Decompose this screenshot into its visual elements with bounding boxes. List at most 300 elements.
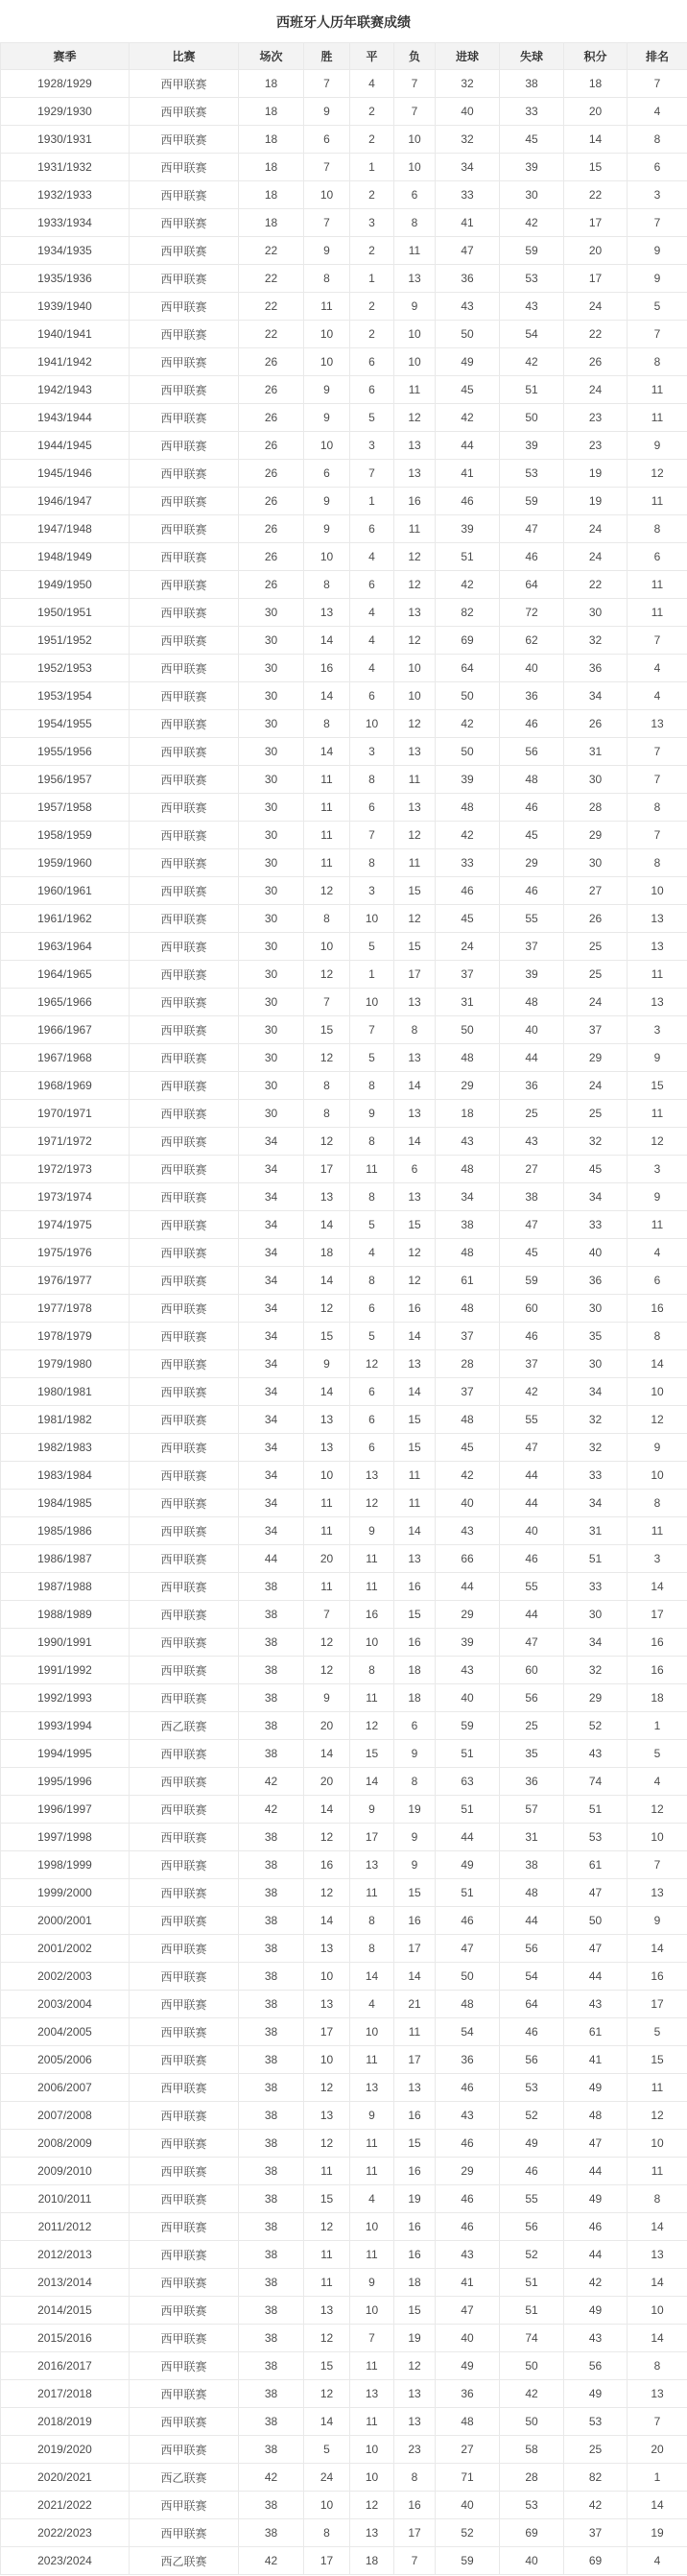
table-row: [1, 599, 687, 627]
cell-points: 30: [564, 1601, 628, 1629]
cell-losses: 12: [394, 627, 436, 655]
table-row: [1, 1378, 687, 1406]
cell-goals-against: 47: [500, 1434, 564, 1462]
cell-wins: 12: [304, 877, 350, 905]
cell-losses: 11: [394, 2018, 436, 2046]
cell-wins: 6: [304, 126, 350, 154]
cell-losses: 6: [394, 181, 436, 209]
cell-points: 51: [564, 1796, 628, 1824]
cell-matches: 38: [239, 1601, 304, 1629]
cell-matches: 18: [239, 98, 304, 126]
cell-season: 1949/1950: [1, 571, 130, 599]
cell-season: 1948/1949: [1, 543, 130, 571]
cell-rank: 12: [628, 1128, 687, 1156]
cell-draws: 8: [350, 1267, 394, 1295]
table-row: [1, 822, 687, 849]
cell-points: 17: [564, 265, 628, 293]
cell-points: 28: [564, 794, 628, 822]
cell-draws: 13: [350, 2380, 394, 2408]
cell-points: 24: [564, 515, 628, 543]
cell-rank: 13: [628, 905, 687, 933]
cell-wins: 12: [304, 2213, 350, 2241]
cell-wins: 13: [304, 1434, 350, 1462]
cell-season: 1977/1978: [1, 1295, 130, 1323]
cell-rank: 10: [628, 1462, 687, 1490]
cell-competition: 西甲联赛: [130, 126, 239, 154]
cell-draws: 16: [350, 1601, 394, 1629]
cell-matches: 38: [239, 2130, 304, 2158]
cell-season: 2011/2012: [1, 2213, 130, 2241]
cell-season: 2014/2015: [1, 2297, 130, 2325]
table-row: [1, 2408, 687, 2436]
cell-losses: 15: [394, 1406, 436, 1434]
cell-goals-against: 33: [500, 98, 564, 126]
cell-competition: 西甲联赛: [130, 2519, 239, 2547]
cell-season: 1945/1946: [1, 460, 130, 488]
cell-goals-for: 45: [436, 1434, 500, 1462]
cell-points: 40: [564, 1239, 628, 1267]
cell-goals-against: 48: [500, 766, 564, 794]
cell-competition: 西甲联赛: [130, 321, 239, 348]
cell-points: 30: [564, 849, 628, 877]
cell-losses: 13: [394, 2380, 436, 2408]
cell-losses: 11: [394, 1462, 436, 1490]
cell-rank: 15: [628, 1072, 687, 1100]
cell-goals-for: 47: [436, 237, 500, 265]
cell-goals-for: 32: [436, 126, 500, 154]
cell-draws: 4: [350, 1239, 394, 1267]
table-row: [1, 710, 687, 738]
cell-goals-against: 53: [500, 265, 564, 293]
cell-points: 29: [564, 822, 628, 849]
cell-matches: 18: [239, 209, 304, 237]
cell-wins: 13: [304, 1406, 350, 1434]
cell-season: 2016/2017: [1, 2352, 130, 2380]
cell-goals-for: 37: [436, 1323, 500, 1350]
table-row: [1, 2352, 687, 2380]
table-body: [1, 70, 687, 2575]
cell-draws: 1: [350, 154, 394, 181]
cell-competition: 西甲联赛: [130, 1044, 239, 1072]
cell-competition: 西甲联赛: [130, 293, 239, 321]
cell-goals-against: 64: [500, 1991, 564, 2018]
cell-losses: 14: [394, 1378, 436, 1406]
cell-losses: 15: [394, 933, 436, 961]
cell-matches: 18: [239, 154, 304, 181]
cell-season: 2007/2008: [1, 2102, 130, 2130]
cell-goals-against: 51: [500, 376, 564, 404]
cell-goals-for: 18: [436, 1100, 500, 1128]
cell-goals-for: 42: [436, 404, 500, 432]
cell-rank: 7: [628, 738, 687, 766]
cell-season: 1952/1953: [1, 655, 130, 682]
cell-matches: 38: [239, 2102, 304, 2130]
cell-competition: 西乙联赛: [130, 2464, 239, 2492]
cell-points: 34: [564, 1490, 628, 1517]
cell-competition: 西甲联赛: [130, 1156, 239, 1183]
cell-competition: 西甲联赛: [130, 849, 239, 877]
table-header: [1, 43, 687, 70]
cell-goals-against: 59: [500, 237, 564, 265]
cell-points: 46: [564, 2213, 628, 2241]
cell-goals-for: 33: [436, 849, 500, 877]
cell-matches: 26: [239, 488, 304, 515]
cell-rank: 16: [628, 1657, 687, 1684]
cell-wins: 8: [304, 265, 350, 293]
cell-competition: 西甲联赛: [130, 794, 239, 822]
cell-points: 69: [564, 2547, 628, 2575]
cell-draws: 2: [350, 237, 394, 265]
cell-matches: 38: [239, 1907, 304, 1935]
cell-season: 1957/1958: [1, 794, 130, 822]
table-row: [1, 1128, 687, 1156]
cell-wins: 11: [304, 849, 350, 877]
cell-season: 2008/2009: [1, 2130, 130, 2158]
cell-wins: 20: [304, 1545, 350, 1573]
cell-losses: 15: [394, 1601, 436, 1629]
cell-rank: 11: [628, 2158, 687, 2185]
cell-goals-against: 31: [500, 1824, 564, 1851]
cell-losses: 14: [394, 1963, 436, 1991]
cell-goals-against: 44: [500, 1044, 564, 1072]
cell-goals-for: 51: [436, 1796, 500, 1824]
cell-rank: 13: [628, 2380, 687, 2408]
cell-competition: 西甲联赛: [130, 1462, 239, 1490]
cell-competition: 西甲联赛: [130, 348, 239, 376]
cell-losses: 9: [394, 1851, 436, 1879]
cell-wins: 12: [304, 2325, 350, 2352]
cell-goals-for: 48: [436, 1044, 500, 1072]
table-row: [1, 738, 687, 766]
cell-wins: 5: [304, 2436, 350, 2464]
cell-goals-against: 56: [500, 1684, 564, 1712]
cell-goals-against: 25: [500, 1100, 564, 1128]
cell-rank: 6: [628, 543, 687, 571]
cell-points: 61: [564, 2018, 628, 2046]
cell-matches: 38: [239, 1963, 304, 1991]
cell-season: 1978/1979: [1, 1323, 130, 1350]
cell-losses: 8: [394, 2464, 436, 2492]
cell-goals-against: 50: [500, 404, 564, 432]
cell-rank: 1: [628, 1712, 687, 1740]
cell-wins: 11: [304, 794, 350, 822]
cell-losses: 17: [394, 1935, 436, 1963]
cell-wins: 13: [304, 599, 350, 627]
cell-season: 1986/1987: [1, 1545, 130, 1573]
cell-goals-for: 63: [436, 1768, 500, 1796]
cell-draws: 6: [350, 1406, 394, 1434]
cell-points: 82: [564, 2464, 628, 2492]
cell-draws: 3: [350, 432, 394, 460]
cell-goals-against: 30: [500, 181, 564, 209]
table-row: [1, 1462, 687, 1490]
cell-draws: 11: [350, 2408, 394, 2436]
cell-goals-for: 39: [436, 515, 500, 543]
cell-season: 1967/1968: [1, 1044, 130, 1072]
cell-matches: 42: [239, 1796, 304, 1824]
cell-draws: 2: [350, 98, 394, 126]
cell-draws: 7: [350, 460, 394, 488]
cell-competition: 西甲联赛: [130, 2380, 239, 2408]
cell-goals-for: 64: [436, 655, 500, 682]
cell-matches: 30: [239, 738, 304, 766]
cell-goals-for: 33: [436, 181, 500, 209]
cell-goals-against: 46: [500, 2158, 564, 2185]
cell-losses: 13: [394, 794, 436, 822]
cell-losses: 13: [394, 1350, 436, 1378]
cell-goals-against: 44: [500, 1907, 564, 1935]
cell-draws: 3: [350, 209, 394, 237]
cell-wins: 12: [304, 961, 350, 989]
cell-losses: 12: [394, 1239, 436, 1267]
table-row: [1, 2269, 687, 2297]
cell-points: 24: [564, 376, 628, 404]
cell-goals-for: 50: [436, 738, 500, 766]
cell-wins: 11: [304, 2269, 350, 2297]
cell-season: 1955/1956: [1, 738, 130, 766]
cell-losses: 7: [394, 70, 436, 98]
cell-goals-for: 54: [436, 2018, 500, 2046]
cell-rank: 9: [628, 1044, 687, 1072]
cell-competition: 西甲联赛: [130, 515, 239, 543]
cell-goals-for: 24: [436, 933, 500, 961]
cell-losses: 8: [394, 1768, 436, 1796]
table-row: [1, 1406, 687, 1434]
cell-matches: 26: [239, 460, 304, 488]
cell-season: 1931/1932: [1, 154, 130, 181]
cell-goals-against: 45: [500, 822, 564, 849]
cell-season: 1991/1992: [1, 1657, 130, 1684]
cell-matches: 34: [239, 1295, 304, 1323]
cell-draws: 11: [350, 2046, 394, 2074]
cell-draws: 10: [350, 2018, 394, 2046]
cell-losses: 10: [394, 126, 436, 154]
cell-matches: 34: [239, 1434, 304, 1462]
cell-goals-against: 50: [500, 2408, 564, 2436]
cell-wins: 10: [304, 543, 350, 571]
cell-points: 31: [564, 1517, 628, 1545]
table-row: [1, 2325, 687, 2352]
table-row: [1, 1239, 687, 1267]
cell-competition: 西甲联赛: [130, 1851, 239, 1879]
table-row: [1, 488, 687, 515]
cell-rank: 8: [628, 126, 687, 154]
cell-wins: 8: [304, 571, 350, 599]
cell-points: 25: [564, 933, 628, 961]
cell-goals-for: 44: [436, 1824, 500, 1851]
cell-goals-against: 64: [500, 571, 564, 599]
table-row: [1, 794, 687, 822]
cell-losses: 14: [394, 1072, 436, 1100]
cell-rank: 7: [628, 1851, 687, 1879]
cell-points: 18: [564, 70, 628, 98]
table-row: [1, 1156, 687, 1183]
cell-rank: 10: [628, 2130, 687, 2158]
cell-goals-for: 28: [436, 1350, 500, 1378]
cell-losses: 15: [394, 1211, 436, 1239]
cell-matches: 30: [239, 961, 304, 989]
cell-draws: 2: [350, 293, 394, 321]
cell-losses: 11: [394, 515, 436, 543]
cell-wins: 11: [304, 1517, 350, 1545]
cell-season: 2001/2002: [1, 1935, 130, 1963]
cell-rank: 14: [628, 1573, 687, 1601]
cell-points: 51: [564, 1545, 628, 1573]
cell-rank: 11: [628, 599, 687, 627]
cell-matches: 30: [239, 682, 304, 710]
table-row: [1, 432, 687, 460]
cell-goals-against: 40: [500, 1016, 564, 1044]
table-row: [1, 126, 687, 154]
cell-goals-for: 40: [436, 98, 500, 126]
cell-rank: 6: [628, 154, 687, 181]
cell-wins: 14: [304, 682, 350, 710]
cell-rank: 4: [628, 1768, 687, 1796]
table-row: [1, 2158, 687, 2185]
cell-matches: 38: [239, 1657, 304, 1684]
cell-season: 1966/1967: [1, 1016, 130, 1044]
cell-goals-against: 46: [500, 2018, 564, 2046]
cell-losses: 15: [394, 2130, 436, 2158]
column-header-goals-against: 失球: [500, 43, 564, 70]
cell-rank: 4: [628, 682, 687, 710]
cell-competition: 西甲联赛: [130, 2102, 239, 2130]
cell-competition: 西甲联赛: [130, 822, 239, 849]
table-row: [1, 1267, 687, 1295]
cell-matches: 30: [239, 627, 304, 655]
cell-rank: 11: [628, 488, 687, 515]
cell-wins: 7: [304, 989, 350, 1016]
column-header-losses: 负: [394, 43, 436, 70]
cell-matches: 18: [239, 126, 304, 154]
cell-points: 47: [564, 1879, 628, 1907]
cell-wins: 12: [304, 1879, 350, 1907]
cell-goals-against: 57: [500, 1796, 564, 1824]
cell-competition: 西甲联赛: [130, 2269, 239, 2297]
cell-rank: 17: [628, 1601, 687, 1629]
cell-season: 1964/1965: [1, 961, 130, 989]
cell-losses: 16: [394, 1295, 436, 1323]
table-row: [1, 237, 687, 265]
cell-draws: 4: [350, 2185, 394, 2213]
cell-matches: 38: [239, 2325, 304, 2352]
cell-matches: 30: [239, 766, 304, 794]
cell-matches: 30: [239, 905, 304, 933]
cell-goals-for: 46: [436, 488, 500, 515]
cell-losses: 18: [394, 1657, 436, 1684]
cell-competition: 西甲联赛: [130, 1796, 239, 1824]
cell-wins: 12: [304, 1044, 350, 1072]
cell-draws: 6: [350, 376, 394, 404]
cell-points: 30: [564, 1295, 628, 1323]
cell-matches: 38: [239, 2492, 304, 2519]
cell-draws: 8: [350, 766, 394, 794]
cell-goals-for: 34: [436, 1183, 500, 1211]
cell-goals-for: 49: [436, 1851, 500, 1879]
cell-season: 1954/1955: [1, 710, 130, 738]
cell-points: 26: [564, 905, 628, 933]
cell-wins: 17: [304, 1156, 350, 1183]
cell-draws: 8: [350, 1128, 394, 1156]
cell-competition: 西甲联赛: [130, 154, 239, 181]
cell-goals-for: 46: [436, 2213, 500, 2241]
cell-draws: 6: [350, 1295, 394, 1323]
cell-points: 35: [564, 1323, 628, 1350]
cell-goals-against: 45: [500, 126, 564, 154]
cell-wins: 9: [304, 1684, 350, 1712]
cell-rank: 9: [628, 432, 687, 460]
cell-competition: 西甲联赛: [130, 1768, 239, 1796]
cell-goals-for: 38: [436, 1211, 500, 1239]
cell-losses: 18: [394, 1684, 436, 1712]
cell-goals-for: 40: [436, 2492, 500, 2519]
table-row: [1, 1963, 687, 1991]
cell-season: 1929/1930: [1, 98, 130, 126]
cell-competition: 西甲联赛: [130, 404, 239, 432]
table-row: [1, 2074, 687, 2102]
cell-wins: 11: [304, 1490, 350, 1517]
cell-points: 53: [564, 2408, 628, 2436]
cell-goals-against: 59: [500, 1267, 564, 1295]
cell-draws: 12: [350, 1490, 394, 1517]
table-row: [1, 1573, 687, 1601]
cell-goals-for: 29: [436, 1601, 500, 1629]
table-row: [1, 70, 687, 98]
cell-matches: 22: [239, 293, 304, 321]
cell-rank: 3: [628, 1545, 687, 1573]
cell-rank: 3: [628, 1156, 687, 1183]
table-row: [1, 2297, 687, 2325]
cell-rank: 14: [628, 2492, 687, 2519]
cell-goals-for: 51: [436, 543, 500, 571]
cell-draws: 5: [350, 404, 394, 432]
cell-competition: 西甲联赛: [130, 2046, 239, 2074]
cell-wins: 8: [304, 710, 350, 738]
column-header-points: 积分: [564, 43, 628, 70]
cell-competition: 西甲联赛: [130, 70, 239, 98]
cell-matches: 38: [239, 2436, 304, 2464]
table-row: [1, 1657, 687, 1684]
cell-goals-against: 40: [500, 2547, 564, 2575]
cell-wins: 14: [304, 627, 350, 655]
cell-competition: 西甲联赛: [130, 1991, 239, 2018]
cell-points: 37: [564, 2519, 628, 2547]
cell-wins: 12: [304, 1629, 350, 1657]
cell-goals-for: 43: [436, 293, 500, 321]
cell-draws: 11: [350, 2130, 394, 2158]
table-row: [1, 460, 687, 488]
cell-matches: 38: [239, 2380, 304, 2408]
cell-competition: 西甲联赛: [130, 376, 239, 404]
cell-points: 31: [564, 738, 628, 766]
cell-goals-for: 43: [436, 1657, 500, 1684]
cell-rank: 7: [628, 627, 687, 655]
cell-competition: 西甲联赛: [130, 2130, 239, 2158]
cell-matches: 34: [239, 1350, 304, 1378]
cell-rank: 7: [628, 70, 687, 98]
cell-rank: 5: [628, 1740, 687, 1768]
cell-draws: 12: [350, 2492, 394, 2519]
cell-rank: 7: [628, 766, 687, 794]
cell-competition: 西甲联赛: [130, 1684, 239, 1712]
cell-wins: 15: [304, 1323, 350, 1350]
cell-losses: 15: [394, 1434, 436, 1462]
cell-goals-for: 44: [436, 1573, 500, 1601]
cell-matches: 38: [239, 1991, 304, 2018]
cell-matches: 26: [239, 515, 304, 543]
table-row: [1, 877, 687, 905]
table-row: [1, 2241, 687, 2269]
